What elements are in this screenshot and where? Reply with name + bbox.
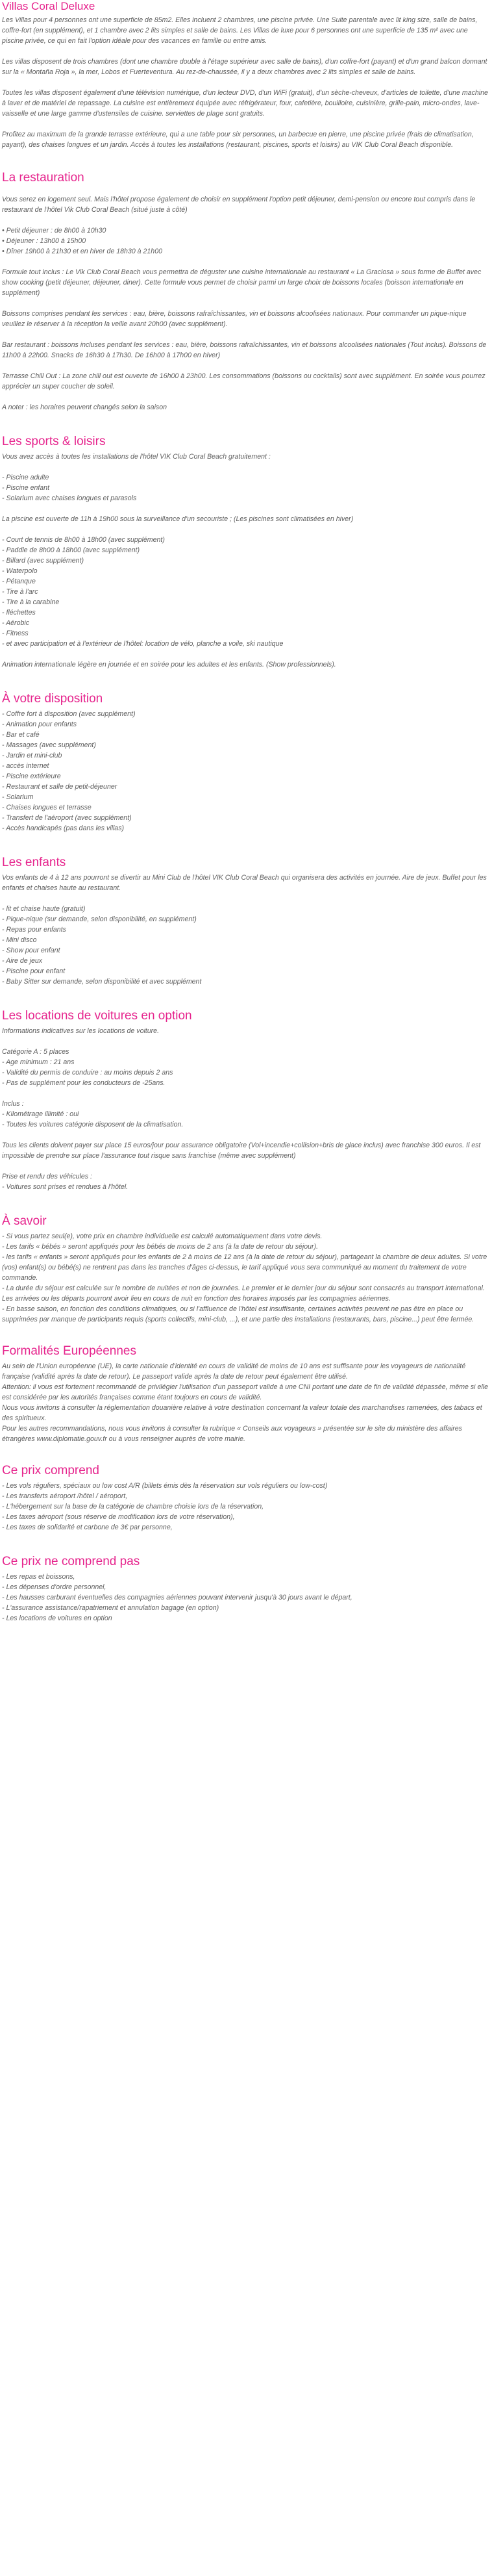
voitures-section	[2, 1009, 488, 1192]
formalites-line: Pour les autres recommandations, nous vous invitons à consulter la rubrique « Conseils aux voyageurs » présentée sur le site du ministère des affaires étrangères www.diplomatie.gouv.fr ou à vous renseigner auprès de votre mairie.	[2, 1425, 462, 1443]
list-item: - Massages (avec supplément)	[2, 741, 96, 749]
list-item: - L'hébergement sur la base de la catégorie de chambre choisie lors de la réservation,	[2, 1503, 264, 1511]
villas-section	[2, 0, 488, 150]
list-item: - Show pour enfant	[2, 947, 60, 954]
formalites-line: Nous vous invitons à consulter la réglementation douanière relative à votre destination concernant la valeur totale des marchandises ramenées, des tabacs et des spiritueux.	[2, 1404, 482, 1422]
villas-paragraph: Toutes les villas disposent également d'une télévision numérique, d'un lecteur DVD, d'un WiFi (gratuit), d'un sèche-cheveux, d'articles de toilette, d'une machine à laver et de matériel de repassage. La cuisine est entièrement équipée avec réfrigérateur, four, cafetière, bouilloire, cuisinière, grille-pain, micro-ondes, lave-vaisselle et une large gamme d'ustensiles de cuisine. serviettes de plage sont gratuits.	[2, 89, 488, 118]
list-item: - L'assurance assistance/rapatriement et annulation bagage (en option)	[2, 1604, 219, 1612]
list-item: - Aérobic	[2, 619, 29, 627]
savoir-line: - les tarifs « enfants » seront appliqués pour les enfants de 2 à moins de 12 ans (à la date de retour du séjour), partageant la chambre de deux adultes. Si votre (vos) enfant(s) ou bébé(s) ne rentrent pas dans les tranches d'âges ci-dessus, le tarif appliqué vous sera communiqué au moment du traitement de votre commande.	[2, 1253, 487, 1282]
villas-paragraph: Les villas disposent de trois chambres (dont une chambre double à l'étage supérieur avec salle de bains), d'un coffre-fort (payant) et d'un grand balcon donnant sur la « Montaña Roja », la mer, Lobos et Fuerteventura. Au rez-de-chaussée, il y a deux chambres avec 2 lits simples et salle de bains.	[2, 58, 487, 76]
list-item: - Fitness	[2, 630, 29, 637]
restauration-paragraph: Bar restaurant : boissons incluses pendant les services : eau, bière, boissons rafraîchissantes, vin et boissons alcoolisées nationales (Tout inclus). Boissons de 11h00 à 22h00. Snacks de 16h30 à 17h30. De 16h00 à 17h00 en hiver)	[2, 341, 487, 359]
list-item: - et avec participation et à l'extérieur de l'hôtel: location de vélo, planche a voile, ski nautique	[2, 640, 284, 648]
savoir-line: - Les tarifs « bébés » seront appliqués pour les bébés de moins de 2 ans (à la date de retour du séjour).	[2, 1243, 319, 1251]
list-item: - Tire à l'arc	[2, 588, 38, 596]
list-item: - Tire à la carabine	[2, 598, 60, 606]
list-item: - Les vols réguliers, spéciaux ou low cost A/R (billets émis dès la réservation sur vols réguliers ou low-cost)	[2, 1482, 328, 1490]
sports-paragraph: Animation internationale légère en journée et en soirée pour les adultes et les enfants. (Show professionnels).	[2, 661, 336, 669]
disposition-section	[2, 692, 488, 834]
hours-item: • Petit déjeuner : de 8h00 à 10h30	[2, 227, 106, 235]
list-item: - Les hausses carburant éventuelles des compagnies aériennes pouvant intervenir jusqu'à 30 jours avant le départ,	[2, 1594, 352, 1601]
prix-ne-comprend-title: Ce prix ne comprend pas	[2, 1555, 140, 1568]
list-item: - Pique-nique (sur demande, selon disponibilité, en supplément)	[2, 915, 197, 923]
list-item: - Validité du permis de conduire : au moins depuis 2 ans	[2, 1069, 173, 1077]
list-item: - Piscine adulte	[2, 474, 49, 481]
list-item: - Billard (avec supplément)	[2, 557, 84, 565]
list-item: - Waterpolo	[2, 567, 38, 575]
restauration-paragraph: Boissons comprises pendant les services : eau, bière, boissons rafraîchissantes, vin et boissons alcoolisées nationaux. Pour commander un pique-nique veuillez le réserver à la réception la veille avant 20h00 (avec supplément).	[2, 310, 467, 328]
restauration-paragraph: Terrasse Chill Out : La zone chill out est ouverte de 16h00 à 23h00. Les consommations (boissons ou cocktails) sont avec supplément. En soirée vous pourrez apprécier un super coucher de soleil.	[2, 372, 486, 390]
list-item: - Pétanque	[2, 578, 36, 585]
savoir-line: - La durée du séjour est calculée sur le nombre de nuitées et non de journées. Le premier et le dernier jour du séjour sont consacrés au transport international. Les arrivées ou les départs pourront avoir lieu en cours de nuit en fonction des horaires imposés par les compagnies aériennes.	[2, 1284, 485, 1303]
list-item: - lit et chaise haute (gratuit)	[2, 905, 86, 913]
list-item: - Kilométrage illimité : oui	[2, 1110, 79, 1118]
savoir-title: À savoir	[2, 1214, 47, 1228]
list-item: - Les repas et boissons,	[2, 1573, 75, 1581]
list-item: - Repas pour enfants	[2, 926, 66, 934]
villas-paragraph: Les Villas pour 4 personnes ont une superficie de 85m2. Elles incluent 2 chambres, une piscine privée. Une Suite parentale avec lit king size, salle de bains, coffre-fort (en supplément), et 1 chambre avec 2 lits simples et salle de bains. Les Villas de luxe pour 6 personnes ont une superficie de 135 m² avec une piscine privée, ce qui en fait l'option idéale pour des vacances en famille ou entre amis.	[2, 16, 478, 45]
restauration-note: A noter : les horaires peuvent changés selon la saison	[2, 403, 167, 411]
list-item: - Pas de supplément pour les conducteurs de -25ans.	[2, 1079, 166, 1087]
list-item: - Aire de jeux	[2, 957, 43, 965]
sports-title: Les sports & loisirs	[2, 435, 106, 448]
sports-paragraph: La piscine est ouverte de 11h à 19h00 sous la surveillance d'un secouriste ; (Les piscines sont climatisées en hiver)	[2, 515, 354, 523]
list-item: - Animation pour enfants	[2, 721, 77, 728]
list-item: - Coffre fort à disposition (avec supplément)	[2, 710, 136, 718]
list-item: - Piscine enfant	[2, 484, 50, 492]
list-item: - Voitures sont prises et rendues à l'hôtel.	[2, 1183, 129, 1191]
list-item: - Age minimum : 21 ans	[2, 1058, 75, 1066]
list-item: - Chaises longues et terrasse	[2, 804, 92, 811]
list-item: - Bar et café	[2, 731, 40, 739]
disposition-title: À votre disposition	[2, 692, 103, 706]
list-item: - Piscine extérieure	[2, 772, 61, 780]
category-title: Catégorie A : 5 places	[2, 1048, 69, 1056]
list-item: - Accès handicapés (pas dans les villas)	[2, 824, 125, 832]
restauration-section	[2, 171, 488, 413]
villas-paragraph: Profitez au maximum de la grande terrasse extérieure, qui a une table pour six personnes, un barbecue en pierre, une piscine privée (frais de climatisation, payant), des chaises longues et un jardin. Accès à toutes les installations (restaurant, piscines, sports et loisirs) au VIK Club Coral Beach disponible.	[2, 131, 474, 149]
list-item: - Les taxes de solidarité et carbone de 3€ par personne,	[2, 1524, 173, 1531]
list-item: - Toutes les voitures catégorie disposent de la climatisation.	[2, 1121, 184, 1129]
list-item: - Baby Sitter sur demande, selon disponibilité et avec supplément	[2, 978, 202, 986]
list-item: - accès internet	[2, 762, 49, 770]
formalites-line: Attention: il vous est fortement recommandé de privilégier l'utilisation d'un passeport valide à une CNI portant une date de fin de validité dépassée, même si elle est considérée par les autorités françaises comme étant toujours en cours de validité.	[2, 1383, 488, 1401]
list-item: - Les taxes aéroport (sous réserve de modification lors de votre réservation),	[2, 1513, 235, 1521]
savoir-line: - En basse saison, en fonction des conditions climatiques, ou si l'affluence de l'hôtel est insuffisante, certaines activités peuvent ne pas être en place ou supprimées par manque de participants requis (sports collectifs, mini-club, ...), et une partie des installations (restaurants, bars, piscine...) peut être fermée.	[2, 1305, 474, 1323]
prix-comprend-section	[2, 1464, 488, 1533]
voitures-paragraph: Tous les clients doivent payer sur place 15 euros/jour pour assurance obligatoire (Vol+incendie+collision+bris de glace inclus) avec franchise 300 euros. Il est impossible de prendre sur place l'assurance tout risque sans franchise (même avec supplément)	[2, 1141, 481, 1160]
villas-title: Villas Coral Deluxe	[2, 0, 95, 12]
sports-intro: Vous avez accès à toutes les installations de l'hôtel VIK Club Coral Beach gratuitement :	[2, 453, 271, 461]
list-item: - Les dépenses d'ordre personnel,	[2, 1583, 106, 1591]
restauration-paragraph: Formule tout inclus : Le Vik Club Coral Beach vous permettra de déguster une cuisine internationale au restaurant « La Graciosa » sous forme de Buffet avec show cooking (petit déjeuner, déjeuner, diner). Cette formule vous permet de choisir parmi un large choix de boissons locales (boisson internationale en supplément)	[2, 268, 482, 297]
enfants-title: Les enfants	[2, 856, 66, 869]
list-item: - Solarium	[2, 793, 34, 801]
voitures-intro: Informations indicatives sur les locations de voiture.	[2, 1027, 160, 1035]
savoir-section	[2, 1214, 488, 1325]
list-item: - Restaurant et salle de petit-déjeuner	[2, 783, 117, 791]
list-item: - Paddle de 8h00 à 18h00 (avec supplément)	[2, 546, 140, 554]
list-item: - Court de tennis de 8h00 à 18h00 (avec supplément)	[2, 536, 165, 544]
list-item: - fléchettes	[2, 609, 36, 617]
hours-item: • Dîner 19h00 à 21h30 et en hiver de 18h30 à 21h00	[2, 248, 162, 255]
list-item: - Piscine pour enfant	[2, 967, 66, 975]
prix-ne-comprend-section	[2, 1555, 488, 1624]
list-item: - Les locations de voitures en option	[2, 1614, 112, 1622]
formalites-section	[2, 1344, 488, 1444]
savoir-line: - Si vous partez seul(e), votre prix en chambre individuelle est calculé automatiquement dans votre devis.	[2, 1232, 323, 1240]
list-item: - Mini disco	[2, 936, 37, 944]
enfants-intro: Vos enfants de 4 à 12 ans pourront se divertir au Mini Club de l'hôtel VIK Club Coral Beach qui organisera des activités en journée. Aire de jeux. Buffet pour les enfants et chaises haute au restaurant.	[2, 874, 487, 892]
list-item: - Solarium avec chaises longues et parasols	[2, 494, 137, 502]
list-item: - Les transferts aéroport /hôtel / aéroport,	[2, 1492, 128, 1500]
prise-title: Prise et rendu des véhicules :	[2, 1173, 92, 1180]
inclus-title: Inclus :	[2, 1100, 24, 1108]
enfants-section	[2, 856, 488, 987]
restauration-title: La restauration	[2, 171, 84, 185]
restauration-intro: Vous serez en logement seul. Mais l'hôtel propose également de choisir en supplément l'option petit déjeuner, demi-pension ou encore tout compris dans le restaurant de l'hôtel Vik Club Coral Beach (situé juste à côté)	[2, 196, 476, 214]
hours-item: • Déjeuner : 13h00 à 15h00	[2, 237, 86, 245]
list-item: - Jardin et mini-club	[2, 752, 62, 759]
formalites-title: Formalités Européennes	[2, 1344, 136, 1358]
prix-comprend-title: Ce prix comprend	[2, 1464, 99, 1477]
list-item: - Transfert de l'aéroport (avec supplément)	[2, 814, 132, 822]
voitures-title: Les locations de voitures en option	[2, 1009, 192, 1023]
sports-section	[2, 435, 488, 670]
formalites-line: Au sein de l'Union européenne (UE), la carte nationale d'identité en cours de validité de moins de 10 ans est suffisante pour les voyageurs de nationalité française (validité après la date de retour). Le passeport valide après la date de retour peut également être utilisé.	[2, 1362, 466, 1381]
